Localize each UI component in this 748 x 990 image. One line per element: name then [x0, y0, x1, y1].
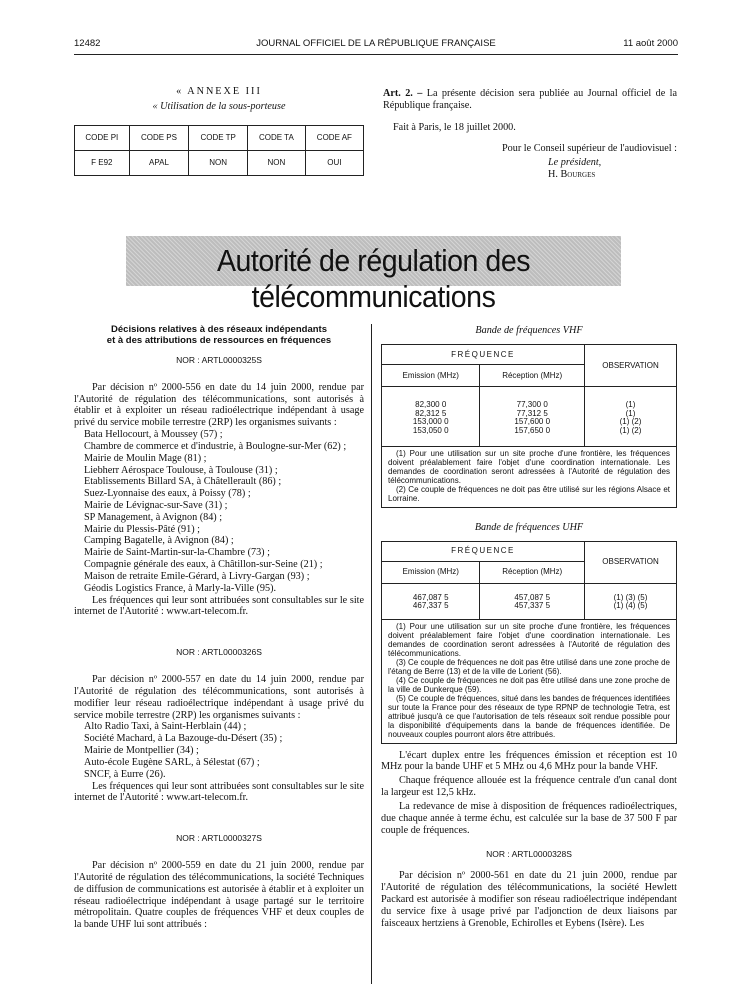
- section-banner: [126, 236, 621, 314]
- annexe-col-tp: CODE TP: [189, 125, 248, 150]
- page-number: 12482: [74, 38, 101, 49]
- vhf-emission-header: Emission (MHz): [382, 364, 480, 386]
- left-column: [74, 325, 364, 931]
- uhf-note-3: (3) Ce couple de fréquences ne doit pas être utilisé dans une zone proche de l'étang de Berre (13) et de la ville de Lorient (56).: [388, 657, 670, 676]
- vhf-notes: [381, 447, 677, 508]
- nor-reference-1: NOR : ARTL0000325S: [176, 354, 262, 365]
- vhf-frequence-header: FRÉQUENCE: [382, 344, 585, 364]
- nor-reference-4: NOR : ARTL0000328S: [486, 849, 572, 860]
- vhf-title: Bande de fréquences VHF: [475, 325, 583, 336]
- uhf-reception-cell: 457,087 5: [514, 592, 551, 602]
- nor-reference-2: NOR : ARTL0000326S: [176, 647, 262, 658]
- site-note-2: Les fréquences qui leur sont attribuées sont consultables sur le site internet de l'Autorité : www.art-telecom.fr.: [74, 780, 364, 804]
- decision-2000-557: Par décision nº 2000-557 en date du 14 juin 2000, rendue par l'Autorité de régulation des télécommunications, sont autorisés à modifier leur réseau radioélectrique indépendant à usage privé du service mobile terrestre (2RP) les organismes suivants :: [74, 674, 364, 721]
- vhf-reception-cell: 157,650 0: [514, 426, 551, 436]
- signatory-name: H. Bourges: [548, 169, 596, 181]
- uhf-emission-cell: 467,087 5: [412, 592, 449, 602]
- list-item: Mairie de Lévignac-sur-Save (31) ;: [84, 499, 228, 511]
- uhf-frequence-header: FRÉQUENCE: [382, 541, 585, 561]
- list-item: Mairie du Plessis-Pâté (91) ;: [84, 523, 201, 535]
- list-item: Liebherr Aérospace Toulouse, à Toulouse (31) ;: [84, 464, 278, 476]
- vhf-observation-cell: (1): [625, 399, 636, 409]
- annexe-cell-ps: APAL: [129, 150, 189, 175]
- banner-title: Autorité de régulation des télécommunications: [216, 243, 531, 314]
- vhf-observation-header: OBSERVATION: [585, 344, 677, 386]
- list-item: Chambre de commerce et d'industrie, à Boulogne-sur-Mer (62) ;: [84, 440, 347, 452]
- issue-date: 11 août 2000: [623, 38, 678, 49]
- vhf-reception-cell: 77,300 0: [516, 399, 548, 409]
- table-row: [382, 386, 677, 446]
- vhf-note-2: (2) Ce couple de fréquences ne doit pas être utilisé sur les régions Alsace et Lorraine.: [388, 484, 670, 503]
- list-item: SP Management, à Avignon (84) ;: [84, 511, 223, 523]
- table-row: [382, 583, 677, 620]
- uhf-note-1: (1) Pour une utilisation sur un site proche d'une frontière, les fréquences doivent préalablement faire l'objet d'une coordination internationale. Les demandes de coordination seront adressées à l'Autorité de régulation des télécommunications.: [388, 622, 670, 659]
- list-item: Mairie de Moulin Mage (81) ;: [84, 452, 207, 464]
- annexe-col-ta: CODE TA: [248, 125, 306, 150]
- annexe-col-af: CODE AF: [305, 125, 363, 150]
- annexe-col-pi: CODE PI: [75, 125, 130, 150]
- uhf-table: [381, 541, 677, 621]
- page-header: [74, 38, 678, 52]
- list-item: Mairie de Montpellier (34) ;: [84, 745, 199, 757]
- annexe-subtitle: « Utilisation de la sous-porteuse: [152, 100, 286, 112]
- uhf-reception-cell: 457,337 5: [514, 601, 551, 611]
- vhf-observation-cell: (1) (2): [619, 426, 642, 436]
- list-item: Bata Hellocourt, à Moussey (57) ;: [84, 429, 223, 441]
- list-item: Société Machard, à La Bazouge-du-Désert (35) ;: [84, 733, 283, 745]
- uhf-observation-cell: (1) (4) (5): [613, 601, 648, 611]
- list-item: Géodis Logistics France, à Marly-la-Ville (95).: [84, 582, 277, 594]
- header-rule: [74, 54, 678, 55]
- annexe-section: [74, 86, 364, 176]
- vhf-reception-cell: 77,312 5: [516, 408, 548, 418]
- pour-le-conseil: Pour le Conseil supérieur de l'audiovisuel :: [502, 143, 677, 155]
- site-note-1: Les fréquences qui leur sont attribuées sont consultables sur le site internet de l'Autorité : www.art-telecom.fr.: [74, 594, 364, 618]
- list-item: SNCF, à Eurre (26).: [84, 768, 166, 780]
- list-item: Auto-école Eugène SARL, à Sélestat (67) ;: [84, 756, 260, 768]
- nor-reference-3: NOR : ARTL0000327S: [176, 833, 262, 844]
- vhf-emission-cell: 153,000 0: [412, 417, 449, 427]
- vhf-table: [381, 344, 677, 447]
- list-item: Etablissements Billard SA, à Châtellerault (86) ;: [84, 476, 282, 488]
- list-item: Compagnie générale des eaux, à Châtillon-sur-Seine (21) ;: [84, 559, 323, 571]
- organisms-list-2: [84, 721, 364, 780]
- vhf-emission-cell: 82,300 0: [415, 399, 447, 409]
- vhf-observation-cell: (1): [625, 408, 636, 418]
- right-column: [381, 325, 677, 929]
- annexe-col-ps: CODE PS: [129, 125, 189, 150]
- uhf-notes: [381, 620, 677, 743]
- redevance-paragraph: La redevance de mise à disposition de fréquences radioélectriques, due chaque année à terme échu, est calculée sur la base de 37 500 F par couple de fréquences.: [381, 800, 677, 836]
- column-divider: [371, 324, 372, 984]
- article-2-body: La présente décision sera publiée au Journal officiel de la République française.: [383, 88, 677, 111]
- vhf-observation-cell: (1) (2): [619, 417, 642, 427]
- channel-paragraph: Chaque fréquence allouée est la fréquence centrale d'un canal dont la largeur est 12,5 kHz.: [381, 775, 677, 799]
- vhf-reception-header: Réception (MHz): [480, 364, 585, 386]
- annexe-cell-tp: NON: [189, 150, 248, 175]
- uhf-emission-cell: 467,337 5: [412, 601, 449, 611]
- decision-2000-556: Par décision nº 2000-556 en date du 14 juin 2000, rendue par l'Autorité de régulation des télécommunications, sont autorisés à établir et à exploiter un réseau radioélectrique indépendant à usage privé du service mobile terrestre (2RP) les organismes suivants :: [74, 381, 364, 429]
- list-item: Suez-Lyonnaise des eaux, à Poissy (78) ;: [84, 488, 251, 500]
- uhf-emission-header: Emission (MHz): [382, 561, 480, 583]
- decisions-heading: [74, 325, 364, 347]
- signatory-role: Le président,: [548, 157, 602, 169]
- vhf-emission-cell: 153,050 0: [412, 426, 449, 436]
- duplex-paragraph: L'écart duplex entre les fréquences émission et réception est 10 MHz pour la bande UHF et 5 MHz ou 4,6 MHz pour la bande VHF.: [381, 749, 677, 773]
- uhf-observation-header: OBSERVATION: [585, 541, 677, 583]
- vhf-reception-cell: 157,600 0: [514, 417, 551, 427]
- list-item: Maison de retraite Emile-Gérard, à Livry-Gargan (93) ;: [84, 570, 310, 582]
- vhf-note-1: (1) Pour une utilisation sur un site proche d'une frontière, les fréquences doivent préalablement faire l'objet d'une coordination internationale. Les demandes de coordination seront adressées à l'Autorité de régulation des télécommunications.: [388, 449, 670, 485]
- vhf-emission-cell: 82,312 5: [415, 408, 447, 418]
- decision-2000-559: Par décision nº 2000-559 en date du 21 juin 2000, rendue par l'Autorité de régulation des télécommunications, la société Techniques de diffusion de communications est autorisée à établir et à exploiter un réseau radioélectrique indépendant à usage partagé sur le territoire métropolitain. Quatre couples de fréquences VHF et deux couples de la bande UHF lui sont attribués :: [74, 860, 364, 931]
- annexe-cell-pi: F E92: [75, 150, 130, 175]
- uhf-observation-cell: (1) (3) (5): [613, 592, 648, 602]
- article-2-lead: Art. 2. –: [383, 88, 423, 99]
- list-item: Mairie de Saint-Martin-sur-la-Chambre (73) ;: [84, 547, 270, 559]
- uhf-note-4: (4) Ce couple de fréquences ne doit pas être utilisé dans une zone proche de la ville de Dunkerque (59).: [388, 675, 670, 694]
- fait-a-paris: Fait à Paris, le 18 juillet 2000.: [393, 121, 516, 133]
- list-item: Alto Radio Taxi, à Saint-Herblain (44) ;: [84, 721, 247, 733]
- annexe-title: « ANNEXE III: [176, 86, 262, 97]
- uhf-reception-header: Réception (MHz): [480, 561, 585, 583]
- annexe-cell-ta: NON: [248, 150, 306, 175]
- annexe-table-header: [75, 125, 364, 150]
- uhf-title: Bande de fréquences UHF: [474, 521, 584, 533]
- annexe-table-row: [75, 150, 364, 175]
- article-2-section: [383, 88, 677, 181]
- journal-title: JOURNAL OFFICIEL DE LA RÉPUBLIQUE FRANÇAISE: [256, 38, 496, 49]
- annexe-table: [74, 125, 364, 176]
- list-item: Camping Bagatelle, à Avignon (84) ;: [84, 535, 234, 547]
- decision-2000-561: Par décision nº 2000-561 en date du 21 juin 2000, rendue par l'Autorité de régulation des télécommunications, la société Hewlett Packard est autorisée à modifier son réseau radioélectrique indépendant du service fixe à usage privé par l'adjonction de deux liaisons par faisceaux hertziens à Grenoble, Echirolles et Eybens (Isère). Les: [381, 870, 677, 929]
- decisions-heading-line-2: et à des attributions de ressources en fréquences: [106, 334, 332, 346]
- decisions-heading-line-1: Décisions relatives à des réseaux indépendants: [111, 324, 327, 335]
- annexe-cell-af: OUI: [305, 150, 363, 175]
- uhf-note-5: (5) Ce couple de fréquences, situé dans les bandes de fréquences identifiées sur toute la France pour des réseaux de type RPNP de technologie Tetra, est attribué jusqu'à ce que l'autorisation de tels réseaux soit rendue possible pour la disponibilité d'équipements dans la bande de fréquences identifiée. De nouveaux couples pourront alors être attribués.: [388, 693, 670, 739]
- article-2-text: [383, 88, 677, 112]
- organisms-list-1: [84, 429, 364, 595]
